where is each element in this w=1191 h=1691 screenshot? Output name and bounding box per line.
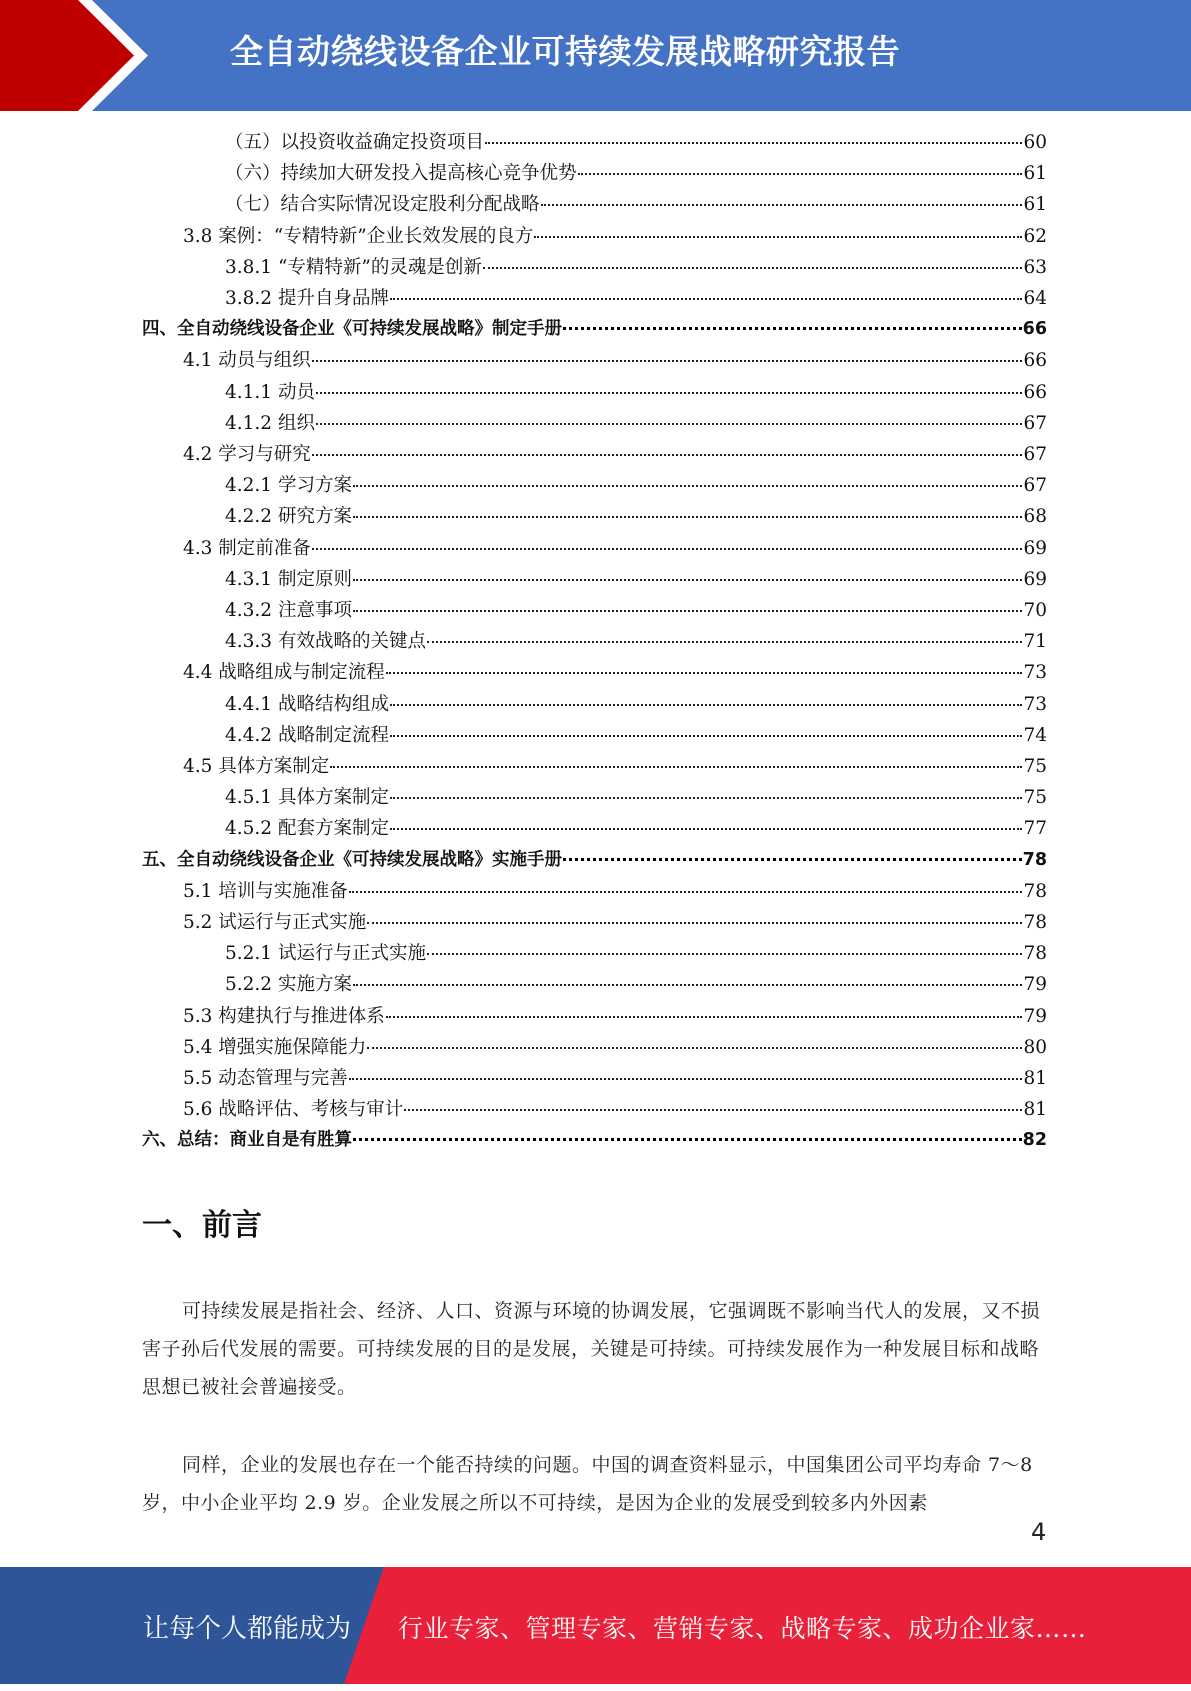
toc-entry-page: 78: [1022, 850, 1047, 870]
toc-entry-page: 75: [1023, 756, 1047, 777]
page-number: 4: [1031, 1518, 1047, 1546]
toc-entry[interactable]: [225, 595, 1047, 626]
toc-dot-leader: [312, 360, 1023, 362]
page-header: [0, 0, 1191, 111]
toc-entry-title: 4.1.2 组织: [225, 413, 315, 434]
toc-entry-title: 5.2 试运行与正式实施: [183, 912, 367, 933]
toc-entry-page: 63: [1023, 257, 1047, 278]
toc-entry[interactable]: [142, 845, 1047, 876]
toc-entry[interactable]: [225, 813, 1047, 844]
toc-entry-page: 67: [1023, 413, 1047, 434]
toc-dot-leader: [316, 423, 1023, 425]
toc-entry[interactable]: [183, 533, 1047, 564]
toc-entry-title: （六）持续加大研发投入提高核心竞争优势: [225, 163, 577, 184]
toc-entry-page: 68: [1023, 506, 1047, 527]
toc-entry[interactable]: [183, 439, 1047, 470]
toc-entry-title: 4.5.1 具体方案制定: [225, 787, 389, 808]
toc-entry-page: 79: [1023, 974, 1047, 995]
toc-entry[interactable]: [225, 408, 1047, 439]
toc-dot-leader: [353, 984, 1023, 986]
toc-entry-title: 5.2.1 试运行与正式实施: [225, 943, 426, 964]
toc-dot-leader: [353, 516, 1023, 518]
section-heading: 一、前言: [142, 1208, 262, 1243]
toc-entry[interactable]: [225, 938, 1047, 969]
toc-entry-page: 61: [1023, 194, 1047, 215]
toc-entry[interactable]: [225, 283, 1047, 314]
toc-dot-leader: [483, 267, 1023, 269]
toc-entry-title: 3.8 案例：“专精特新”企业长效发展的良方: [183, 226, 534, 247]
toc-entry-title: 4.4.1 战略结构组成: [225, 694, 389, 715]
toc-dot-leader: [485, 142, 1022, 144]
toc-entry[interactable]: [225, 127, 1047, 158]
toc-entry[interactable]: [225, 782, 1047, 813]
chevron-arrow-icon: [0, 0, 160, 111]
toc-entry-title: 5.4 增强实施保障能力: [183, 1037, 367, 1058]
toc-entry-page: 66: [1023, 382, 1047, 403]
toc-entry[interactable]: [183, 907, 1047, 938]
toc-entry-page: 64: [1023, 288, 1047, 309]
toc-entry[interactable]: [183, 1063, 1047, 1094]
toc-entry-title: （七）结合实际情况设定股利分配战略: [225, 194, 540, 215]
toc-entry-title: 4.2.2 研究方案: [225, 506, 352, 527]
toc-dot-leader: [541, 204, 1023, 206]
toc-dot-leader: [386, 1016, 1023, 1018]
toc-dot-leader: [534, 236, 1022, 238]
page-footer: [0, 1567, 1191, 1684]
toc-dot-leader: [563, 858, 1022, 861]
toc-dot-leader: [390, 298, 1022, 300]
toc-entry-page: 77: [1023, 818, 1047, 839]
toc-entry-page: 75: [1023, 787, 1047, 808]
toc-entry-page: 67: [1023, 475, 1047, 496]
toc-entry-page: 60: [1023, 132, 1047, 153]
toc-entry[interactable]: [183, 345, 1047, 376]
toc-entry-title: 3.8.1 “专精特新”的灵魂是创新: [225, 257, 482, 278]
toc-dot-leader: [349, 891, 1023, 893]
toc-entry[interactable]: [183, 1032, 1047, 1063]
toc-entry-title: 4.3.1 制定原则: [225, 569, 352, 590]
toc-entry[interactable]: [142, 314, 1047, 345]
toc-entry[interactable]: [142, 1125, 1047, 1156]
toc-dot-leader: [316, 392, 1023, 394]
toc-entry[interactable]: [225, 720, 1047, 751]
toc-entry[interactable]: [183, 1094, 1047, 1125]
toc-dot-leader: [312, 548, 1023, 550]
toc-entry-page: 62: [1023, 226, 1047, 247]
toc-dot-leader: [353, 1138, 1022, 1141]
toc-dot-leader: [353, 610, 1023, 612]
toc-entry-page: 73: [1023, 694, 1047, 715]
toc-dot-leader: [353, 579, 1023, 581]
toc-entry-title: 4.2 学习与研究: [183, 444, 311, 465]
toc-entry[interactable]: [225, 626, 1047, 657]
toc-dot-leader: [330, 766, 1022, 768]
toc-entry[interactable]: [225, 470, 1047, 501]
toc-entry-page: 70: [1023, 600, 1047, 621]
toc-entry[interactable]: [225, 158, 1047, 189]
toc-entry-page: 78: [1023, 881, 1047, 902]
toc-entry-page: 82: [1022, 1130, 1047, 1150]
toc-entry[interactable]: [225, 377, 1047, 408]
toc-entry-title: 3.8.2 提升自身品牌: [225, 288, 389, 309]
toc-entry-title: 4.4 战略组成与制定流程: [183, 662, 385, 683]
toc-entry[interactable]: [225, 252, 1047, 283]
toc-dot-leader: [390, 704, 1022, 706]
toc-entry[interactable]: [225, 969, 1047, 1000]
toc-entry-title: 4.4.2 战略制定流程: [225, 725, 389, 746]
toc-entry-page: 78: [1023, 912, 1047, 933]
toc-entry-title: 4.1 动员与组织: [183, 350, 311, 371]
toc-entry-page: 67: [1023, 444, 1047, 465]
toc-entry-title: 4.5.2 配套方案制定: [225, 818, 389, 839]
toc-entry[interactable]: [225, 689, 1047, 720]
toc-dot-leader: [404, 1109, 1022, 1111]
toc-entry-title: 4.3.3 有效战略的关键点: [225, 631, 426, 652]
toc-entry-page: 69: [1023, 538, 1047, 559]
toc-entry-title: （五）以投资收益确定投资项目: [225, 132, 485, 153]
toc-entry-title: 六、总结：商业自是有胜算: [142, 1130, 352, 1150]
toc-entry-title: 4.3.2 注意事项: [225, 600, 352, 621]
toc-entry-title: 4.3 制定前准备: [183, 538, 311, 559]
toc-entry-page: 78: [1023, 943, 1047, 964]
toc-dot-leader: [349, 1078, 1023, 1080]
toc-entry-title: 五、全自动绕线设备企业《可持续发展战略》实施手册: [142, 850, 562, 870]
toc-entry-title: 四、全自动绕线设备企业《可持续发展战略》制定手册: [142, 319, 562, 339]
toc-entry[interactable]: [183, 1001, 1047, 1032]
toc-entry-page: 79: [1023, 1006, 1047, 1027]
toc-entry-page: 73: [1023, 662, 1047, 683]
footer-slogan-left: 让每个人都能成为: [143, 1614, 352, 1644]
toc-dot-leader: [427, 953, 1022, 955]
toc-entry-page: 66: [1022, 319, 1047, 339]
toc-entry-page: 74: [1023, 725, 1047, 746]
toc-dot-leader: [390, 735, 1022, 737]
toc-dot-leader: [578, 173, 1023, 175]
toc-dot-leader: [427, 641, 1022, 643]
toc-entry[interactable]: [183, 751, 1047, 782]
toc-entry-page: 81: [1023, 1099, 1047, 1120]
toc-dot-leader: [390, 828, 1022, 830]
toc-dot-leader: [312, 454, 1023, 456]
toc-dot-leader: [367, 1047, 1022, 1049]
report-title: 全自动绕线设备企业可持续发展战略研究报告: [230, 32, 900, 71]
footer-slogan-right: 行业专家、管理专家、营销专家、战略专家、成功企业家……: [398, 1614, 1087, 1643]
toc-dot-leader: [390, 797, 1022, 799]
toc-dot-leader: [367, 922, 1022, 924]
toc-entry[interactable]: [225, 501, 1047, 532]
toc-entry[interactable]: [225, 564, 1047, 595]
toc-entry[interactable]: [183, 876, 1047, 907]
toc-entry-title: 5.2.2 实施方案: [225, 974, 352, 995]
toc-entry[interactable]: [183, 657, 1047, 688]
toc-entry-page: 66: [1023, 350, 1047, 371]
body-paragraph-2: 同样，企业的发展也存在一个能否持续的问题。中国的调查资料显示，中国集团公司平均寿命 7～8 岁，中小企业平均 2.9 岁。企业发展之所以不可持续，是因为企业的发展受到较多内外因素: [142, 1454, 1033, 1514]
toc-entry-title: 4.2.1 学习方案: [225, 475, 352, 496]
toc-entry-page: 80: [1023, 1037, 1047, 1058]
toc-entry[interactable]: [183, 221, 1047, 252]
toc-entry-page: 69: [1023, 569, 1047, 590]
toc-dot-leader: [353, 485, 1023, 487]
toc-entry-title: 5.6 战略评估、考核与审计: [183, 1099, 404, 1120]
toc-entry-title: 5.1 培训与实施准备: [183, 881, 348, 902]
toc-entry[interactable]: [225, 189, 1047, 220]
toc-entry-title: 5.3 构建执行与推进体系: [183, 1006, 385, 1027]
toc-dot-leader: [386, 672, 1023, 674]
toc-entry-page: 81: [1023, 1068, 1047, 1089]
toc-entry-title: 4.5 具体方案制定: [183, 756, 330, 777]
toc-entry-title: 4.1.1 动员: [225, 382, 315, 403]
toc-entry-title: 5.5 动态管理与完善: [183, 1068, 348, 1089]
toc-entry-page: 71: [1023, 631, 1047, 652]
toc-dot-leader: [563, 327, 1022, 330]
body-paragraph-1: 可持续发展是指社会、经济、人口、资源与环境的协调发展，它强调既不影响当代人的发展，又不损害子孙后代发展的需要。可持续发展的目的是发展，关键是可持续。可持续发展作为一种发展目标和战略思想已被社会普遍接受。: [142, 1300, 1041, 1398]
toc-entry-page: 61: [1023, 163, 1047, 184]
